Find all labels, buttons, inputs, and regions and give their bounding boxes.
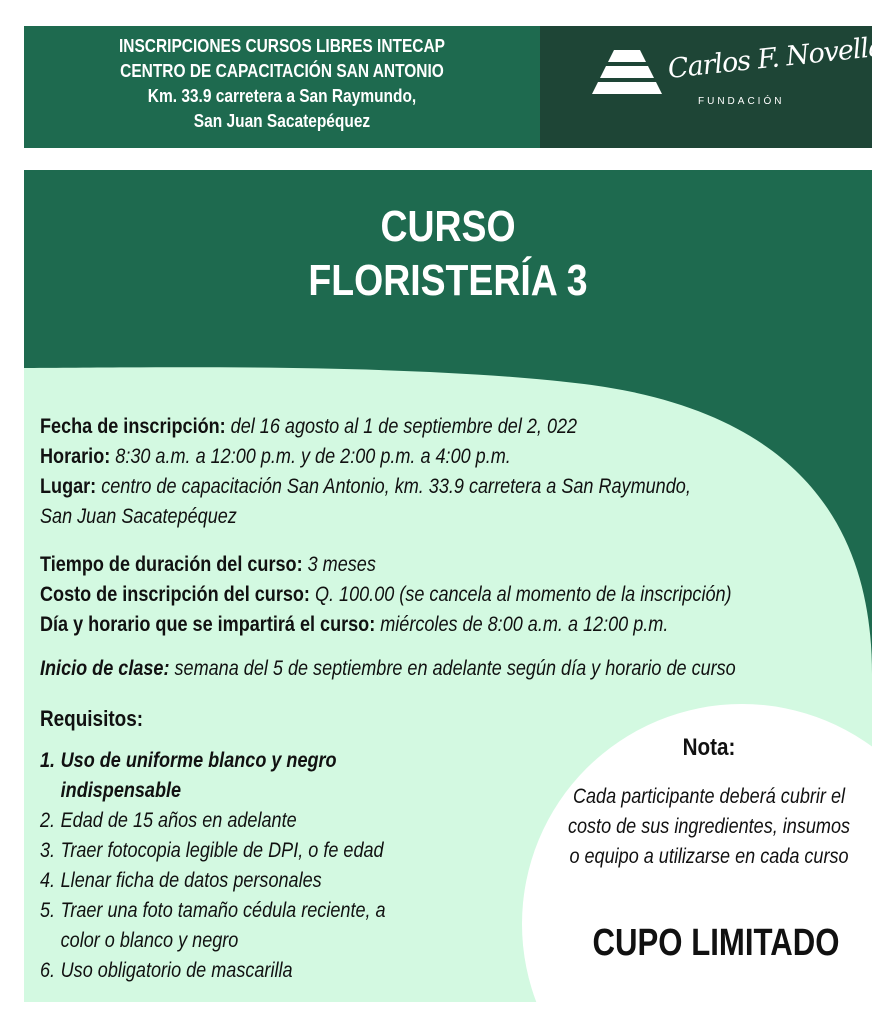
foundation-logo (540, 26, 885, 148)
location-line-2 (40, 502, 237, 531)
item-number: 3. (40, 839, 56, 862)
pyramid-logo-icon (592, 42, 662, 106)
item-text: Traer fotocopia legible de DPI, o fe edad (60, 839, 384, 862)
fecha-value: del 16 agosto al 1 de septiembre del 2, 022 (225, 415, 578, 438)
item-text-1: Traer una foto tamaño cédula reciente, a (60, 899, 386, 922)
item-number: 4. (40, 869, 56, 892)
duracion-value: 3 meses (302, 553, 376, 576)
horario-label: Horario: (40, 445, 111, 468)
requirements-list (40, 746, 444, 986)
class-start (40, 654, 736, 683)
item-text: Llenar ficha de datos personales (60, 869, 322, 892)
course-title-band (24, 170, 872, 354)
requirements-title: Requisitos: (40, 706, 144, 731)
list-item (40, 806, 444, 836)
header-line-2: CENTRO DE CAPACITACIÓN SAN ANTONIO (120, 61, 444, 81)
schedule (40, 442, 511, 471)
item-number: 6. (40, 959, 56, 982)
item-text-2: indispensable (60, 779, 182, 802)
lugar-value-2: San Juan Sacatepéquez (40, 505, 237, 528)
header-line-3: Km. 33.9 carretera a San Raymundo, (147, 86, 417, 106)
item-number: 2. (40, 809, 56, 832)
item-text: Edad de 15 años en adelante (60, 809, 297, 832)
item-text-1: Uso de uniforme blanco y negro (60, 749, 337, 772)
item-number: 1. (40, 749, 56, 772)
item-text (61, 896, 386, 956)
duration (40, 550, 376, 579)
list-item (40, 956, 444, 986)
title-line-2: FLORISTERÍA 3 (308, 256, 588, 305)
inicio-label: Inicio de clase: (40, 657, 170, 680)
header-line-1: INSCRIPCIONES CURSOS LIBRES INTECAP (119, 36, 445, 56)
duracion-label: Tiempo de duración del curso: (40, 553, 303, 576)
costo-value: Q. 100.00 (se cancela al momento de la inscripción) (309, 583, 732, 606)
fecha-label: Fecha de inscripción: (40, 415, 226, 438)
course-title (88, 200, 809, 308)
lugar-label: Lugar: (40, 475, 97, 498)
horario-value: 8:30 a.m. a 12:00 p.m. y de 2:00 p.m. a 4:00 p.m. (110, 445, 511, 468)
list-item (40, 866, 444, 896)
list-item (40, 746, 444, 806)
header-text (60, 34, 504, 134)
item-number: 5. (40, 899, 56, 922)
header-line-4: San Juan Sacatepéquez (193, 111, 371, 131)
costo-label: Costo de inscripción del curso: (40, 583, 310, 606)
inicio-value: semana del 5 de septiembre en adelante según día y horario de curso (169, 657, 736, 680)
header-banner (24, 26, 885, 148)
location (40, 472, 691, 501)
info-panel (24, 354, 872, 1002)
title-line-1: CURSO (380, 202, 516, 251)
note-text: Cada participante deberá cubrir el costo de sus ingredientes, insumos o equipo a utilizarse en cada curso (567, 785, 851, 868)
note-title: Nota: (682, 734, 736, 761)
dia-label: Día y horario que se impartirá el curso: (40, 613, 376, 636)
dia-value: miércoles de 8:00 a.m. a 12:00 p.m. (375, 613, 669, 636)
logo-subtitle: FUNDACIÓN (698, 96, 785, 107)
logo-signature: Carlos F. Novella (666, 31, 885, 85)
cost (40, 580, 732, 609)
course-day (40, 610, 668, 639)
item-text (61, 746, 337, 806)
list-item (40, 896, 444, 956)
list-item (40, 836, 444, 866)
item-text: Uso obligatorio de mascarilla (60, 959, 293, 982)
lugar-value: centro de capacitación San Antonio, km. 33.9 carretera a San Raymundo, (96, 475, 691, 498)
registration-date (40, 412, 577, 441)
limited-spots: CUPO LIMITADO (592, 922, 840, 964)
item-text-2: color o blanco y negro (60, 929, 239, 952)
